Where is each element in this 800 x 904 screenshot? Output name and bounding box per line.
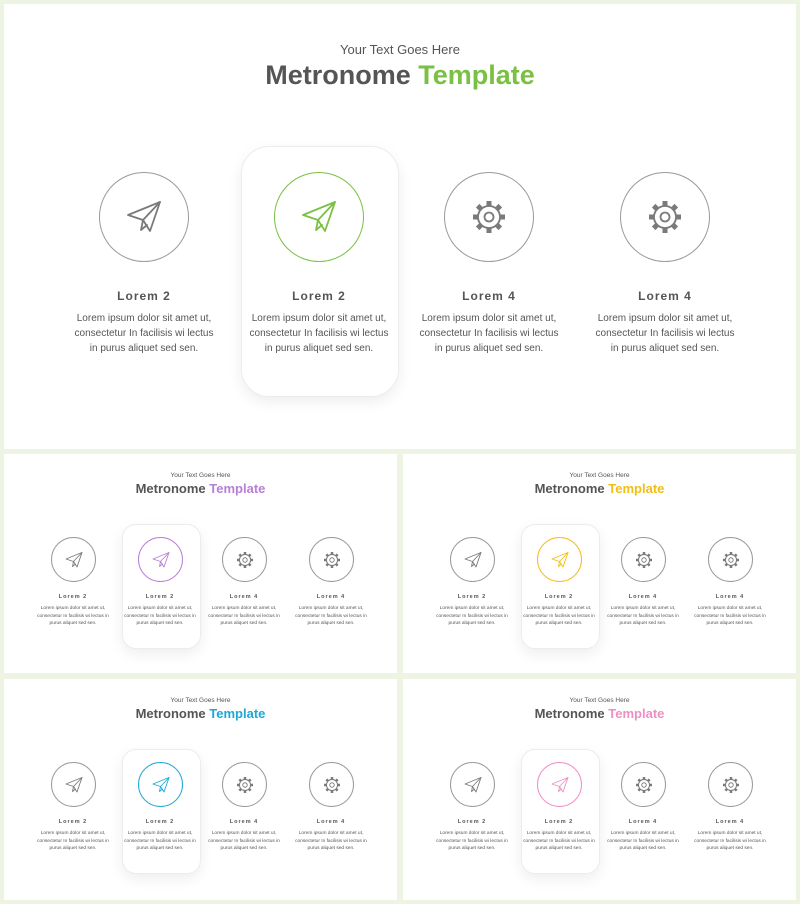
slide-title: [4, 60, 796, 91]
title-accent: Template: [209, 706, 266, 721]
paper-plane-icon: [124, 197, 164, 237]
feature-title: Lorem 2: [457, 819, 487, 825]
feature-description: Lorem ipsum dolor sit amet ut, consectetur In facilisis wi lectus in purus aliquet sed sen.: [523, 831, 595, 851]
feature-circle-3: [222, 762, 267, 807]
slide-main: [4, 4, 796, 449]
slide-blue: [4, 679, 397, 900]
feature-description: Lorem ipsum dolor sit amet ut, consectetur In facilisis wi lectus in purus aliquet sed sen.: [124, 606, 196, 626]
slide-title: [4, 481, 397, 496]
title-main: Metronome: [534, 706, 605, 721]
slide-subtitle: Your Text Goes Here: [170, 472, 231, 479]
feature-description: Lorem ipsum dolor sit amet ut, consectetur In facilisis wi lectus in purus aliquet sed sen.: [607, 606, 679, 626]
feature-title: Lorem 2: [544, 594, 574, 600]
feature-circle-4: [620, 172, 710, 262]
feature-title: Lorem 2: [58, 594, 88, 600]
feature-circle-2: [138, 537, 183, 582]
slide-title: [403, 706, 796, 721]
feature-title: Lorem 4: [638, 289, 692, 303]
feature-title: Lorem 4: [462, 289, 516, 303]
feature-description: Lorem ipsum dolor sit amet ut, consectetur In facilisis wi lectus in purus aliquet sed sen.: [595, 313, 735, 354]
title-accent: Template: [418, 60, 535, 90]
title-accent: Template: [608, 706, 665, 721]
feature-description: Lorem ipsum dolor sit amet ut, consectetur In facilisis wi lectus in purus aliquet sed sen.: [694, 606, 766, 626]
title-main: Metronome: [135, 706, 206, 721]
feature-circle-1: [99, 172, 189, 262]
title-accent: Template: [209, 481, 266, 496]
feature-description: Lorem ipsum dolor sit amet ut, consectetur In facilisis wi lectus in purus aliquet sed sen.: [37, 606, 109, 626]
feature-circle-2: [537, 762, 582, 807]
feature-title: Lorem 2: [292, 289, 346, 303]
slide-title: [4, 706, 397, 721]
gear-icon: [322, 775, 342, 795]
feature-description: Lorem ipsum dolor sit amet ut, consectetur In facilisis wi lectus in purus aliquet sed sen.: [37, 831, 109, 851]
gear-icon: [645, 197, 685, 237]
gear-icon: [235, 775, 255, 795]
feature-description: Lorem ipsum dolor sit amet ut, consectetur In facilisis wi lectus in purus aliquet sed sen.: [694, 831, 766, 851]
slide-subtitle: Your Text Goes Here: [170, 697, 231, 704]
slide-subtitle: Your Text Goes Here: [569, 697, 630, 704]
feature-circle-1: [450, 762, 495, 807]
slide-title: [403, 481, 796, 496]
feature-title: Lorem 4: [229, 594, 259, 600]
feature-title: Lorem 2: [145, 819, 175, 825]
feature-description: Lorem ipsum dolor sit amet ut, consectetur In facilisis wi lectus in purus aliquet sed sen.: [124, 831, 196, 851]
feature-title: Lorem 4: [628, 819, 658, 825]
paper-plane-icon: [151, 775, 171, 795]
title-main: Metronome: [265, 60, 411, 90]
paper-plane-icon: [64, 775, 84, 795]
feature-title: Lorem 2: [145, 594, 175, 600]
paper-plane-icon: [550, 550, 570, 570]
feature-circle-3: [222, 537, 267, 582]
paper-plane-icon: [463, 775, 483, 795]
feature-circle-1: [51, 762, 96, 807]
gear-icon: [721, 550, 741, 570]
slide-yellow: [403, 454, 796, 673]
paper-plane-icon: [299, 197, 339, 237]
gear-icon: [469, 197, 509, 237]
feature-title: Lorem 2: [117, 289, 171, 303]
paper-plane-icon: [463, 550, 483, 570]
feature-description: Lorem ipsum dolor sit amet ut, consectetur In facilisis wi lectus in purus aliquet sed sen.: [607, 831, 679, 851]
slide-subtitle: Your Text Goes Here: [340, 42, 460, 57]
title-main: Metronome: [135, 481, 206, 496]
feature-title: Lorem 4: [229, 819, 259, 825]
gear-icon: [322, 550, 342, 570]
title-accent: Template: [608, 481, 665, 496]
gear-icon: [721, 775, 741, 795]
feature-description: Lorem ipsum dolor sit amet ut, consectetur In facilisis wi lectus in purus aliquet sed sen.: [208, 606, 280, 626]
slide-purple: [4, 454, 397, 673]
feature-description: Lorem ipsum dolor sit amet ut, consectetur In facilisis wi lectus in purus aliquet sed sen.: [295, 831, 367, 851]
feature-title: Lorem 2: [457, 594, 487, 600]
feature-title: Lorem 2: [544, 819, 574, 825]
title-main: Metronome: [534, 481, 605, 496]
feature-circle-3: [621, 762, 666, 807]
feature-circle-4: [708, 762, 753, 807]
feature-circle-1: [450, 537, 495, 582]
feature-circle-2: [537, 537, 582, 582]
paper-plane-icon: [64, 550, 84, 570]
gear-icon: [634, 775, 654, 795]
feature-description: Lorem ipsum dolor sit amet ut, consectetur In facilisis wi lectus in purus aliquet sed sen.: [74, 313, 214, 354]
paper-plane-icon: [550, 775, 570, 795]
feature-circle-4: [309, 762, 354, 807]
slide-subtitle: Your Text Goes Here: [569, 472, 630, 479]
feature-title: Lorem 4: [316, 594, 346, 600]
feature-circle-2: [138, 762, 183, 807]
slide-pink: [403, 679, 796, 900]
feature-circle-2: [274, 172, 364, 262]
gear-icon: [235, 550, 255, 570]
feature-description: Lorem ipsum dolor sit amet ut, consectetur In facilisis wi lectus in purus aliquet sed sen.: [419, 313, 559, 354]
feature-description: Lorem ipsum dolor sit amet ut, consectetur In facilisis wi lectus in purus aliquet sed sen.: [295, 606, 367, 626]
feature-description: Lorem ipsum dolor sit amet ut, consectetur In facilisis wi lectus in purus aliquet sed sen.: [208, 831, 280, 851]
feature-circle-1: [51, 537, 96, 582]
gear-icon: [634, 550, 654, 570]
feature-description: Lorem ipsum dolor sit amet ut, consectetur In facilisis wi lectus in purus aliquet sed sen.: [249, 313, 389, 354]
feature-circle-4: [708, 537, 753, 582]
feature-circle-3: [444, 172, 534, 262]
feature-title: Lorem 4: [316, 819, 346, 825]
feature-title: Lorem 2: [58, 819, 88, 825]
feature-title: Lorem 4: [628, 594, 658, 600]
paper-plane-icon: [151, 550, 171, 570]
feature-circle-4: [309, 537, 354, 582]
feature-title: Lorem 4: [715, 819, 745, 825]
feature-description: Lorem ipsum dolor sit amet ut, consectetur In facilisis wi lectus in purus aliquet sed sen.: [436, 606, 508, 626]
feature-description: Lorem ipsum dolor sit amet ut, consectetur In facilisis wi lectus in purus aliquet sed sen.: [523, 606, 595, 626]
feature-description: Lorem ipsum dolor sit amet ut, consectetur In facilisis wi lectus in purus aliquet sed sen.: [436, 831, 508, 851]
feature-circle-3: [621, 537, 666, 582]
feature-title: Lorem 4: [715, 594, 745, 600]
